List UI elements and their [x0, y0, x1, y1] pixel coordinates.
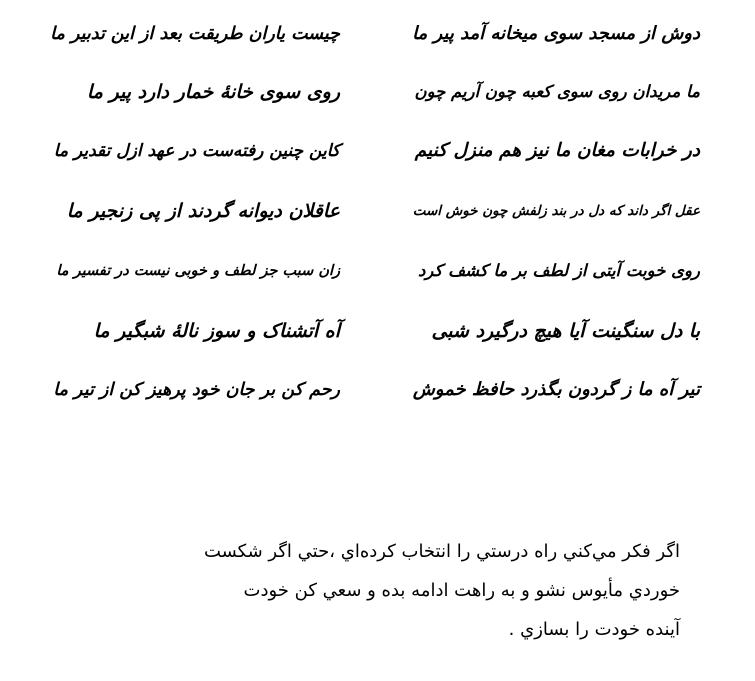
poem-block: [50, 14, 700, 434]
couplet-6: [50, 311, 700, 351]
prose-line-3: آينده خودت را بسازي .: [508, 619, 680, 640]
prose-line-2: خوردي مأيوس نشو و به راهت ادامه بده و سعي كن خودت: [243, 580, 680, 601]
hemistich-left: رحم کن بر جان خود پرهیز کن از تیر ما: [53, 380, 340, 400]
hemistich-right: تیر آه ما ز گردون بگذرد حافظ خموش: [412, 379, 700, 400]
hemistich-left: روی سوی خانهٔ خمار دارد پیر ما: [86, 81, 340, 103]
hemistich-left: چیست یاران طریقت بعد از این تدبیر ما: [50, 24, 340, 44]
couplet-7: [50, 370, 700, 410]
hemistich-left: کاین چنین رفته‌ست در عهد ازل تقدیر ما: [53, 141, 340, 161]
hemistich-left: عاقلان دیوانه گردند از پی زنجیر ما: [66, 200, 340, 222]
hemistich-left: آه آتشناک و سوز نالهٔ شبگیر ما: [93, 320, 340, 342]
hemistich-right: دوش از مسجد سوی میخانه آمد پیر ما: [412, 23, 700, 44]
hemistich-right: ما مریدان روی سوی کعبه چون آریم چون: [414, 82, 700, 101]
hemistich-left: زان سبب جز لطف و خوبی نیست در تفسیر ما: [56, 262, 340, 279]
hemistich-right: عقل اگر داند که دل در بند زلفش چون خوش است: [412, 203, 700, 219]
hemistich-right: با دل سنگینت آیا هیچ درگیرد شبی: [431, 320, 700, 342]
hemistich-right: در خرابات مغان ما نیز هم منزل کنیم: [414, 140, 700, 161]
couplet-4: [50, 191, 700, 231]
prose-paragraph: [80, 532, 680, 649]
couplet-5: [50, 251, 700, 291]
prose-line-1: اگر فكر مي‌كني راه درستي را انتخاب كرده‌اي ،حتي اگر شكست: [203, 541, 680, 562]
couplet-3: [50, 131, 700, 171]
hemistich-right: روی خوبت آیتی از لطف بر ما کشف کرد: [418, 261, 700, 280]
couplet-2: [50, 72, 700, 112]
couplet-1: [50, 14, 700, 54]
